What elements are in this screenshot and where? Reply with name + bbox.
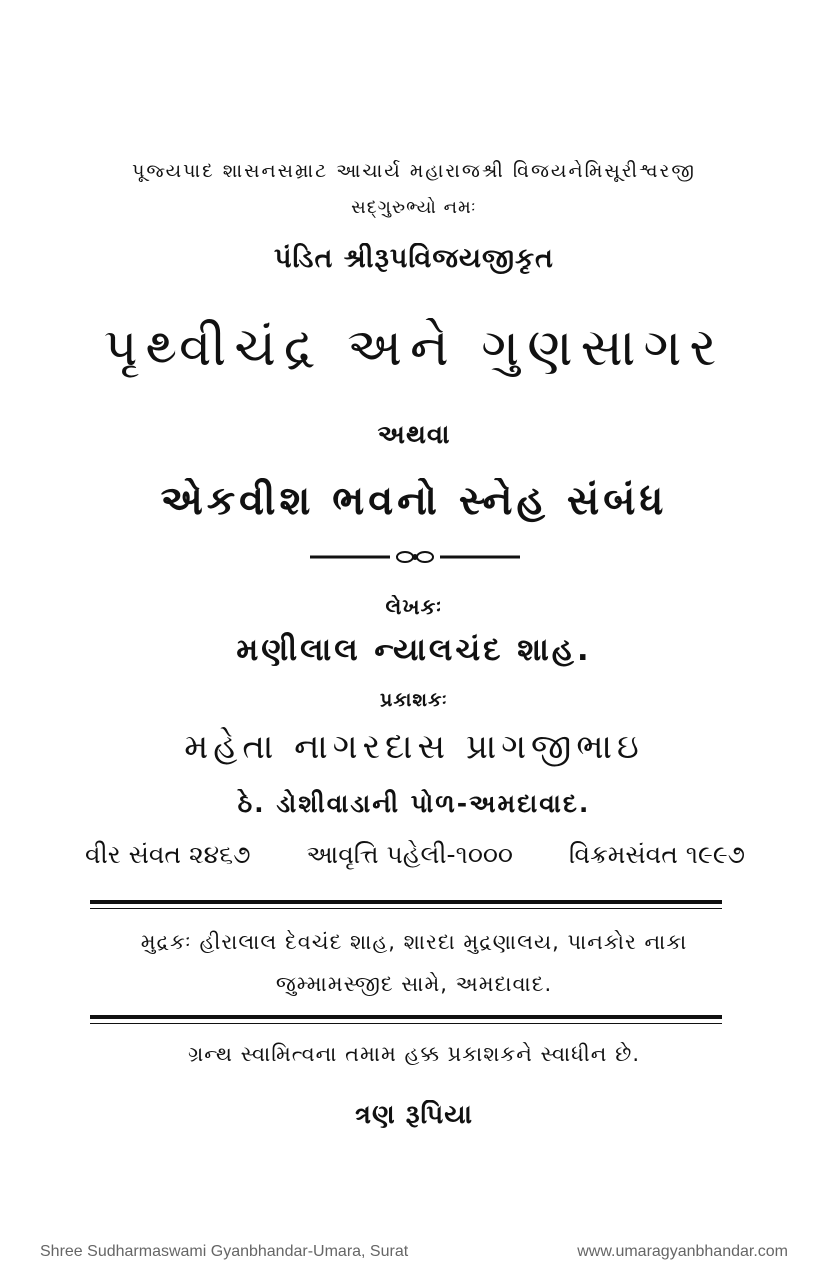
- double-rule-bottom: [90, 1015, 722, 1024]
- publisher-label: પ્રકાશકઃ: [380, 689, 448, 711]
- ornament-divider-icon: [310, 548, 520, 566]
- publisher-name: મહેતા નાગરદાસ પ્રાગજીભાઇ: [184, 727, 644, 767]
- salutation-line: સદ્ગુરુભ્યો નમઃ: [351, 197, 477, 218]
- footer-library-name: Shree Sudharmaswami Gyanbhandar-Umara, Surat: [40, 1243, 409, 1260]
- writer-label: લેખકઃ: [385, 595, 443, 619]
- rights-notice: ગ્રન્થ સ્વામિત્વના તમામ હક્ક પ્રકાશકને સ્વાધીન છે.: [187, 1042, 641, 1066]
- printer-line: મુદ્રકઃ હીરાલાલ દેવચંદ શાહ, શારદા મુદ્રણાલય, પાનકોર નાકા: [140, 930, 688, 954]
- footer-website-link[interactable]: www.umaragyanbhandar.com: [577, 1243, 788, 1260]
- publisher-address: ઠે. ડોશીવાડાની પોળ-અમદાવાદ.: [237, 789, 591, 818]
- book-title: પૃથ્વીચંદ્ર અને ગુણસાગર: [103, 318, 725, 378]
- title-conjunction: અથવા: [377, 420, 451, 450]
- invocation-line: પૂજ્યપાદ શાસનસમ્રાટ આચાર્ય મહારાજશ્રી વિજયનેમિસૂરીશ્વરજી: [132, 160, 696, 182]
- double-rule-top: [90, 900, 722, 909]
- writer-name: મણીલાલ ન્યાલચંદ શાહ.: [236, 632, 592, 668]
- book-subtitle: એકવીશ ભવનો સ્નેહ સંબંધ: [160, 478, 668, 524]
- edition-count: આવૃત્તિ પહેલી-૧૦૦૦: [306, 840, 513, 869]
- vikram-samvat: વિક્રમસંવત ૧૯૯૭: [568, 840, 745, 869]
- edition-info: [85, 840, 745, 870]
- printer-address: જુમ્મામસ્જીદ સામે, અમદાવાદ.: [275, 972, 553, 996]
- price: ત્રણ રૂપિયા: [355, 1100, 473, 1130]
- author-credit: પંડિત શ્રીરૂપવિજયજીકૃત: [274, 243, 554, 274]
- vir-samvat: વીર સંવત ૨૪૬૭: [85, 840, 251, 869]
